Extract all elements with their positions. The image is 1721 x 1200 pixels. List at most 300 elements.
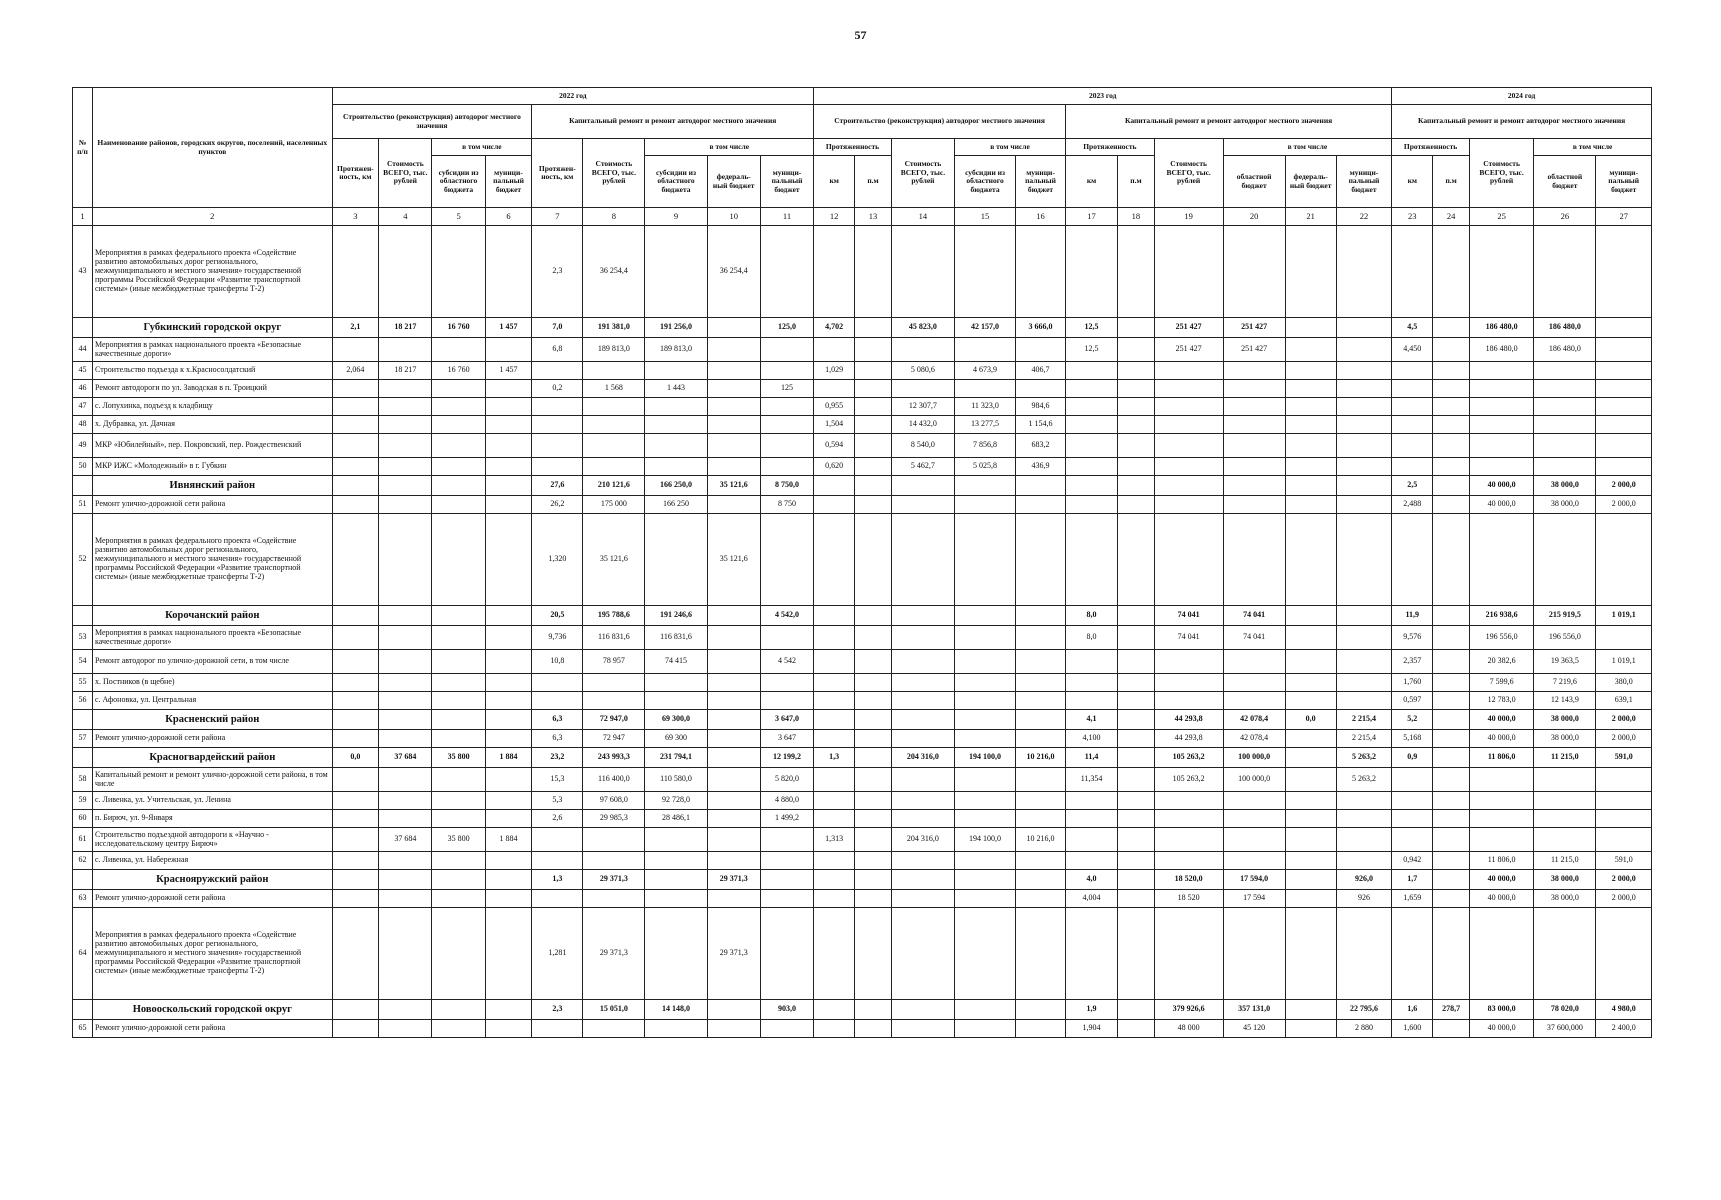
value-cell [814,514,855,606]
value-cell [1336,626,1392,650]
column-number: 1 [73,208,93,226]
value-cell: 406,7 [1016,362,1066,380]
value-cell [1285,606,1336,626]
value-cell [1433,226,1470,318]
value-cell: 40 000,0 [1469,496,1533,514]
value-cell: 40 000,0 [1469,710,1533,730]
row-number: 56 [73,692,93,710]
value-cell: 1,320 [532,514,583,606]
value-cell [1118,476,1155,496]
value-cell [1285,650,1336,674]
value-cell: 40 000,0 [1469,476,1533,496]
value-cell [332,476,379,496]
value-cell [760,434,813,458]
value-cell: 11 323,0 [955,398,1016,416]
year-header-2024: 2024 год [1392,88,1652,105]
row-number: 64 [73,908,93,1000]
table-row [73,362,1652,380]
value-cell: 186 480,0 [1534,338,1596,362]
value-cell [1336,692,1392,710]
value-cell [485,768,532,792]
value-cell: 1 457 [485,318,532,338]
row-number: 48 [73,416,93,434]
value-cell [332,650,379,674]
value-cell [1433,852,1470,870]
value-cell [855,674,892,692]
value-cell [1433,514,1470,606]
value-cell [1016,852,1066,870]
value-cell [1433,768,1470,792]
value-cell [1534,226,1596,318]
header-repair-2024: Капитальный ремонт и ремонт автодорог местного значения [1392,105,1652,139]
value-cell [485,458,532,476]
value-cell [707,710,760,730]
item-name: с. Ливенка, ул. Набережная [92,852,332,870]
value-cell [485,626,532,650]
value-cell [955,692,1016,710]
value-cell: 48 000 [1154,1020,1223,1038]
value-cell: 2,3 [532,1000,583,1020]
item-name: Строительство подъездной автодороги к «Научно - исследовательскому центру Бирюч» [92,828,332,852]
column-number: 21 [1285,208,1336,226]
value-cell [1154,514,1223,606]
value-cell [1016,692,1066,710]
header-municipal: муници-пальный бюджет [1596,156,1652,208]
value-cell [955,810,1016,828]
value-cell [1016,792,1066,810]
item-name: с. Ливенка, ул. Учительская, ул. Ленина [92,792,332,810]
year-header-2022: 2022 год [332,88,814,105]
value-cell: 1,904 [1065,1020,1117,1038]
value-cell: 11 215,0 [1534,852,1596,870]
table-row [73,514,1652,606]
header-length: Протяжен-ность, км [532,139,583,208]
value-cell: 186 480,0 [1534,318,1596,338]
value-cell [760,908,813,1000]
value-cell: 78 020,0 [1534,1000,1596,1020]
value-cell [332,496,379,514]
value-cell: 11,354 [1065,768,1117,792]
value-cell [855,890,892,908]
row-number: 46 [73,380,93,398]
value-cell [485,870,532,890]
value-cell [1065,792,1117,810]
value-cell: 19 363,5 [1534,650,1596,674]
value-cell [760,692,813,710]
value-cell: 18 520 [1154,890,1223,908]
value-cell [379,398,432,416]
value-cell [332,828,379,852]
value-cell [891,496,954,514]
value-cell [1154,362,1223,380]
value-cell [1433,908,1470,1000]
value-cell: 5 080,6 [891,362,954,380]
value-cell [379,606,432,626]
header-municipal: муници-пальный бюджет [1016,156,1066,208]
row-number: 63 [73,890,93,908]
value-cell [1433,890,1470,908]
value-cell [1336,380,1392,398]
value-cell: 36 254,4 [707,226,760,318]
row-number: 57 [73,730,93,748]
value-cell: 29 371,3 [707,870,760,890]
value-cell: 69 300,0 [645,710,707,730]
value-cell [1596,380,1652,398]
value-cell: 74 041 [1223,606,1285,626]
value-cell: 1,3 [814,748,855,768]
value-cell [379,890,432,908]
value-cell [1016,496,1066,514]
value-cell: 191 246,6 [645,606,707,626]
table-row [73,828,1652,852]
value-cell [1118,730,1155,748]
item-name: Мероприятия в рамках федерального проекта «Содействие развитию автомобильных дорог регионального, межмуниципального и местного значения» государственной программы Российской Федерации «Развитие транспортной системы» (иные межбюджетные трансферты Т-2) [92,908,332,1000]
column-number: 24 [1433,208,1470,226]
value-cell [955,626,1016,650]
value-cell: 100 000,0 [1223,768,1285,792]
value-cell [1223,908,1285,1000]
row-number: 47 [73,398,93,416]
value-cell [760,226,813,318]
value-cell [379,1000,432,1020]
table-row [73,338,1652,362]
value-cell: 45 823,0 [891,318,954,338]
value-cell [1392,434,1433,458]
item-name: Ремонт автодороги по ул. Заводская в п. Троицкий [92,380,332,398]
value-cell: 0,594 [814,434,855,458]
value-cell [855,226,892,318]
value-cell [707,792,760,810]
value-cell [1118,318,1155,338]
value-cell: 6,3 [532,710,583,730]
value-cell [1596,514,1652,606]
header-cost: Стоимость ВСЕГО, тыс. рублей [379,139,432,208]
value-cell [855,514,892,606]
value-cell [707,362,760,380]
value-cell [814,852,855,870]
value-cell [1392,810,1433,828]
value-cell [1154,496,1223,514]
value-cell: 4 880,0 [760,792,813,810]
value-cell [955,338,1016,362]
value-cell [855,852,892,870]
value-cell [432,398,485,416]
value-cell [814,1000,855,1020]
value-cell: 0,955 [814,398,855,416]
value-cell [1065,416,1117,434]
value-cell [379,496,432,514]
value-cell [1118,674,1155,692]
value-cell [707,318,760,338]
table-row [73,768,1652,792]
value-cell [1596,908,1652,1000]
header-in-total: в том числе [645,139,814,156]
value-cell [855,362,892,380]
value-cell [379,650,432,674]
value-cell: 2 880 [1336,1020,1392,1038]
value-cell [583,674,645,692]
value-cell [1118,792,1155,810]
value-cell [379,908,432,1000]
value-cell [485,380,532,398]
value-cell [1433,674,1470,692]
value-cell [1118,226,1155,318]
value-cell [1285,890,1336,908]
value-cell: 1,760 [1392,674,1433,692]
value-cell [1223,416,1285,434]
value-cell [432,496,485,514]
value-cell: 1,029 [814,362,855,380]
value-cell: 0,942 [1392,852,1433,870]
value-cell [855,318,892,338]
value-cell [1433,496,1470,514]
value-cell [1223,852,1285,870]
value-cell [1118,1020,1155,1038]
value-cell [379,458,432,476]
value-cell [1118,606,1155,626]
value-cell: 1,600 [1392,1020,1433,1038]
value-cell [760,514,813,606]
value-cell [485,338,532,362]
header-federal: федераль-ный бюджет [1285,156,1336,208]
value-cell: 44 293,8 [1154,710,1223,730]
value-cell: 9,576 [1392,626,1433,650]
value-cell [891,476,954,496]
header-km: км [1065,156,1117,208]
value-cell: 105 263,2 [1154,748,1223,768]
value-cell: 2,064 [332,362,379,380]
value-cell: 0,0 [332,748,379,768]
value-cell: 35 121,6 [707,514,760,606]
value-cell [1392,828,1433,852]
value-cell [1433,338,1470,362]
value-cell [532,852,583,870]
value-cell [379,792,432,810]
value-cell [432,870,485,890]
value-cell [1534,792,1596,810]
value-cell [645,458,707,476]
value-cell [707,1000,760,1020]
value-cell: 40 000,0 [1469,890,1533,908]
value-cell: 37 684 [379,828,432,852]
value-cell [1285,792,1336,810]
value-cell [379,710,432,730]
value-cell: 195 788,6 [583,606,645,626]
value-cell [1065,380,1117,398]
table-row [73,674,1652,692]
value-cell [891,768,954,792]
value-cell: 2 400,0 [1596,1020,1652,1038]
value-cell [379,380,432,398]
value-cell [1596,398,1652,416]
value-cell [955,496,1016,514]
value-cell: 2,3 [532,226,583,318]
value-cell [432,606,485,626]
value-cell [332,398,379,416]
value-cell [855,476,892,496]
value-cell: 4,450 [1392,338,1433,362]
value-cell [1016,626,1066,650]
value-cell [855,338,892,362]
value-cell [1433,692,1470,710]
header-in-total: в том числе [432,139,532,156]
row-number [73,476,93,496]
value-cell [1534,398,1596,416]
column-number: 4 [379,208,432,226]
value-cell [855,768,892,792]
value-cell [1433,458,1470,476]
value-cell: 4 542,0 [760,606,813,626]
value-cell [432,674,485,692]
value-cell [855,908,892,1000]
value-cell [1016,338,1066,362]
value-cell [955,606,1016,626]
value-cell [1016,674,1066,692]
value-cell [432,852,485,870]
value-cell [379,514,432,606]
value-cell [1285,626,1336,650]
value-cell: 14 148,0 [645,1000,707,1020]
column-number: 7 [532,208,583,226]
value-cell [1392,226,1433,318]
value-cell [760,626,813,650]
value-cell [1392,908,1433,1000]
value-cell [1433,626,1470,650]
value-cell [1433,810,1470,828]
row-number: 54 [73,650,93,674]
value-cell: 36 254,4 [583,226,645,318]
value-cell: 11,4 [1065,748,1117,768]
value-cell: 100 000,0 [1223,748,1285,768]
header-municipal: муници-пальный бюджет [485,156,532,208]
value-cell: 74 415 [645,650,707,674]
value-cell: 17 594 [1223,890,1285,908]
value-cell [1433,476,1470,496]
value-cell: 38 000,0 [1534,730,1596,748]
value-cell [1469,398,1533,416]
value-cell: 16 760 [432,362,485,380]
value-cell: 7 856,8 [955,434,1016,458]
value-cell [532,398,583,416]
value-cell [332,606,379,626]
value-cell [1065,828,1117,852]
value-cell [485,810,532,828]
value-cell [485,692,532,710]
value-cell [645,416,707,434]
table-row [73,380,1652,398]
value-cell [379,1020,432,1038]
value-cell: 74 041 [1223,626,1285,650]
value-cell [814,650,855,674]
value-cell: 251 427 [1154,318,1223,338]
value-cell [1065,514,1117,606]
value-cell [1118,458,1155,476]
value-cell: 196 556,0 [1534,626,1596,650]
value-cell [332,908,379,1000]
row-number: 51 [73,496,93,514]
value-cell [1336,810,1392,828]
value-cell: 194 100,0 [955,828,1016,852]
header-length: Протяженность [1392,139,1470,156]
value-cell [1534,458,1596,476]
value-cell [432,650,485,674]
value-cell: 35 800 [432,828,485,852]
item-name: Ремонт автодорог по улично-дорожной сети, в том числе [92,650,332,674]
value-cell [583,362,645,380]
value-cell: 196 556,0 [1469,626,1533,650]
value-cell [1596,810,1652,828]
value-cell [1534,362,1596,380]
value-cell [379,692,432,710]
value-cell [760,416,813,434]
value-cell [432,792,485,810]
value-cell [1433,650,1470,674]
value-cell [707,810,760,828]
value-cell [1392,398,1433,416]
value-cell [1596,768,1652,792]
value-cell: 6,3 [532,730,583,748]
value-cell: 38 000,0 [1534,870,1596,890]
value-cell [583,692,645,710]
value-cell [955,380,1016,398]
value-cell [1118,768,1155,792]
value-cell [1118,1000,1155,1020]
value-cell [814,1020,855,1038]
value-cell: 1,281 [532,908,583,1000]
value-cell [332,1000,379,1020]
value-cell: 125,0 [760,318,813,338]
row-number: 52 [73,514,93,606]
value-cell: 189 813,0 [645,338,707,362]
value-cell [1016,606,1066,626]
header-repair-2022: Капитальный ремонт и ремонт автодорог местного значения [532,105,814,139]
value-cell [432,458,485,476]
header-length: Протяженность [1065,139,1154,156]
value-cell [814,792,855,810]
value-cell [332,514,379,606]
value-cell [432,730,485,748]
value-cell: 72 947,0 [583,710,645,730]
value-cell: 15,3 [532,768,583,792]
value-cell: 38 000,0 [1534,710,1596,730]
value-cell [1336,674,1392,692]
value-cell [855,650,892,674]
header-subsidy: субсидии из областного бюджета [645,156,707,208]
value-cell [1534,416,1596,434]
value-cell [432,416,485,434]
value-cell: 0,620 [814,458,855,476]
value-cell: 204 316,0 [891,828,954,852]
value-cell: 14 432,0 [891,416,954,434]
value-cell: 2 215,4 [1336,710,1392,730]
column-number: 16 [1016,208,1066,226]
value-cell [379,674,432,692]
value-cell [485,730,532,748]
value-cell [1016,1020,1066,1038]
value-cell [1118,496,1155,514]
value-cell [332,434,379,458]
value-cell [1118,852,1155,870]
value-cell [1469,434,1533,458]
value-cell: 251 427 [1223,338,1285,362]
value-cell [332,626,379,650]
header-pm: п.м [855,156,892,208]
value-cell: 1 884 [485,828,532,852]
value-cell [1469,908,1533,1000]
value-cell [1392,792,1433,810]
value-cell: 243 993,3 [583,748,645,768]
value-cell: 7 219,6 [1534,674,1596,692]
